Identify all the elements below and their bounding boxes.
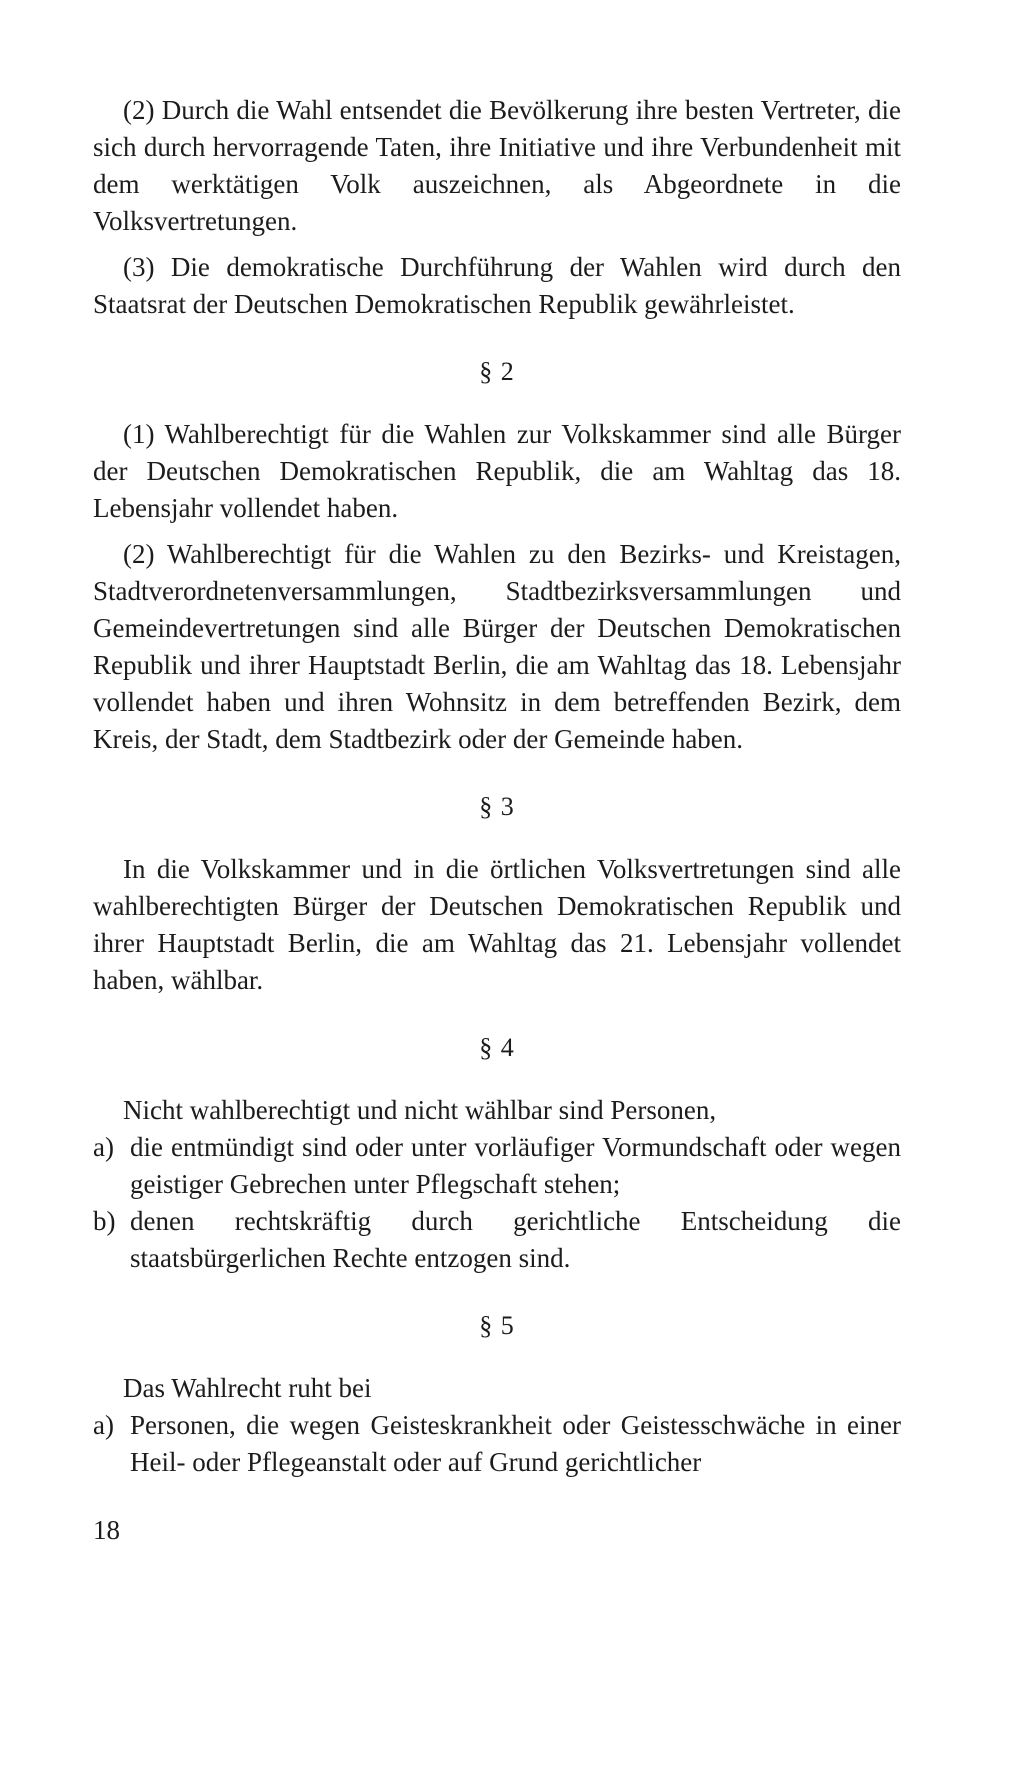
paragraph: (3) Die demokratische Durchführung der Wahlen wird durch den Staatsrat der Deutschen Demokratischen Republik gewährleistet. [93, 252, 901, 319]
list-item [93, 1407, 901, 1481]
paragraph: (2) Wahlberechtigt für die Wahlen zu den Bezirks- und Kreistagen, Stadtverordnetenversammlungen, Stadtbezirksversammlungen und Gemeindevertretungen sind alle Bürger der Deutschen Demokratischen Republik und ihrer Hauptstadt Berlin, die am Wahltag das 18. Lebensjahr vollendet haben und ihren Wohnsitz in dem betreffenden Bezirk, dem Kreis, der Stadt, dem Stadtbezirk oder der Gemeinde haben. [93, 539, 901, 754]
list-marker: b) [93, 1206, 116, 1236]
body-text [93, 92, 901, 1481]
list-item [93, 1129, 901, 1203]
list-item-text: denen rechtskräftig durch gerichtliche Entscheidung die staatsbürgerlichen Rechte entzogen sind. [130, 1206, 901, 1273]
page-number: 18 [93, 1515, 120, 1545]
section-heading: § 3 [479, 792, 515, 821]
list-marker: a) [93, 1410, 114, 1440]
list-item-text: die entmündigt sind oder unter vorläufiger Vormundschaft oder wegen geistiger Gebrechen unter Pflegschaft stehen; [130, 1132, 901, 1199]
list-item-text: Personen, die wegen Geisteskrankheit oder Geistesschwäche in einer Heil- oder Pflegeanstalt oder auf Grund gerichtlicher [130, 1410, 901, 1477]
list-intro: Das Wahlrecht ruht bei [123, 1373, 372, 1403]
section-heading: § 5 [479, 1311, 515, 1340]
section-heading: § 2 [479, 357, 515, 386]
list-marker: a) [93, 1132, 114, 1162]
paragraph: (1) Wahlberechtigt für die Wahlen zur Volkskammer sind alle Bürger der Deutschen Demokratischen Republik, die am Wahltag das 18. Lebensjahr vollendet haben. [93, 419, 901, 523]
section-heading: § 4 [479, 1033, 515, 1062]
list-intro: Nicht wahlberechtigt und nicht wählbar sind Personen, [123, 1095, 717, 1125]
list-item [93, 1203, 901, 1277]
paragraph: (2) Durch die Wahl entsendet die Bevölkerung ihre besten Vertreter, die sich durch hervorragende Taten, ihre Initiative und ihre Verbundenheit mit dem werktätigen Volk auszeichnen, als Abgeordnete in die Volksvertretungen. [93, 95, 901, 236]
paragraph: In die Volkskammer und in die örtlichen Volksvertretungen sind alle wahlberechtigten Bürger der Deutschen Demokratischen Republik und ihrer Hauptstadt Berlin, die am Wahltag das 21. Lebensjahr vollendet haben, wählbar. [93, 854, 901, 995]
